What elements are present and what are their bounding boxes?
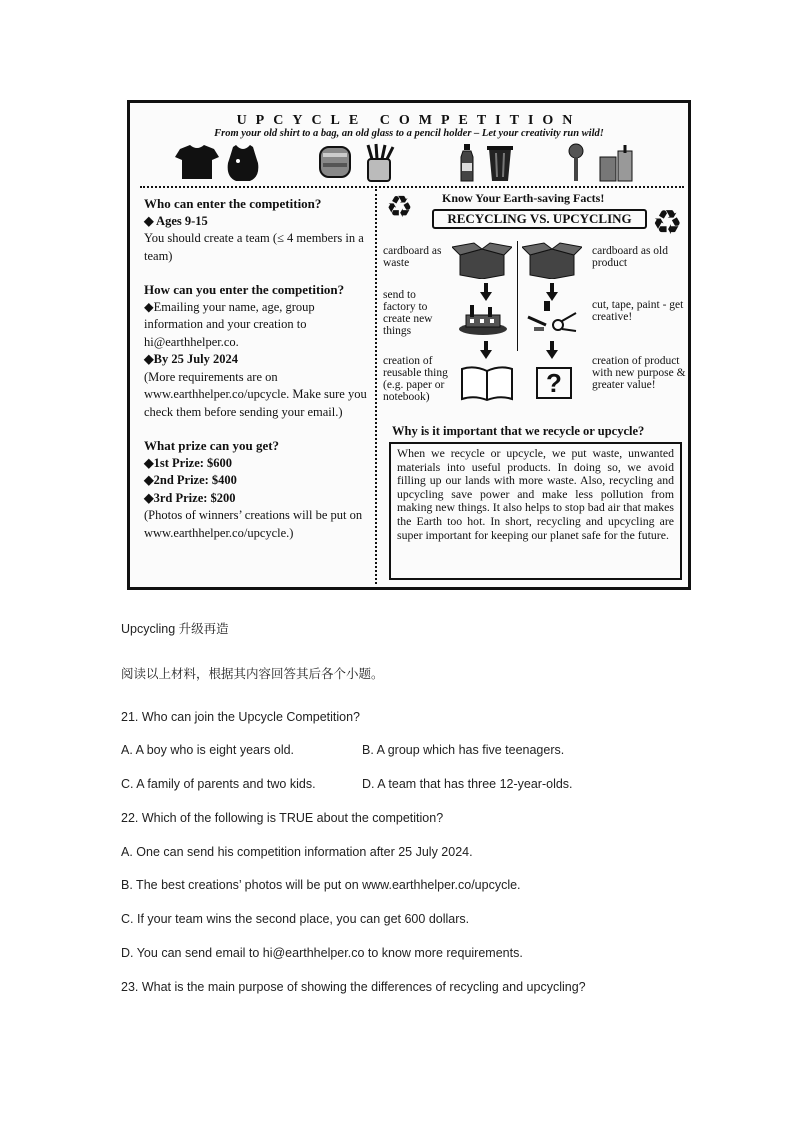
poster-subtitle: From your old shirt to a bag, an old glass to a pencil holder – Let your creativity run wild!	[214, 128, 604, 139]
factory-icon	[458, 303, 508, 335]
first-prize: ◆1st Prize: $600	[144, 455, 233, 470]
q21-option-d: D. A team that has three 12-year-olds.	[362, 777, 573, 791]
who-heading: Who can enter the competition?	[144, 196, 322, 211]
comparison-divider	[517, 241, 518, 351]
how-heading: How can you enter the competition?	[144, 282, 345, 297]
q22-option-d: D. You can send email to hi@earthhelper.co to know more requirements.	[121, 946, 523, 960]
bag-icon	[226, 143, 260, 183]
question-23: 23. What is the main purpose of showing the differences of recycling and upcycling?	[121, 980, 586, 994]
cup-icon	[598, 143, 636, 183]
deadline: ◆By 25 July 2024	[144, 352, 239, 366]
arrow-down-icon	[546, 283, 558, 301]
recycling-vs-upcycling-banner: RECYCLING VS. UPCYCLING	[432, 209, 647, 229]
prize-note: (Photos of winners’ creations will be put on www.earthhelper.co/upcycle.)	[144, 508, 363, 540]
pencil-holder-icon	[362, 143, 396, 183]
email-instruction: ◆Emailing your name, age, group information and your creation to hi@earthhelper.co.	[144, 299, 315, 349]
bin-icon	[486, 143, 514, 183]
q21-option-b: B. A group which has five teenagers.	[362, 743, 565, 757]
instruction: 阅读以上材料，根据其内容回答其后各个小题。	[121, 667, 384, 681]
horizontal-divider	[140, 186, 684, 188]
upcycling-gloss: Upcycling 升级再造	[121, 622, 229, 636]
team-requirement: You should create a team (≤ 4 members in a team)	[144, 231, 364, 263]
cardboard-box-icon	[452, 241, 512, 279]
more-requirements: (More requirements are on www.earthhelper.co/upcycle. Make sure you check them before sending your email.)	[144, 369, 367, 419]
earth-facts	[380, 189, 688, 589]
q21-option-a: A. A boy who is eight years old.	[121, 743, 295, 757]
why-explanation: When we recycle or upcycle, we put waste, unwanted materials into useful products. In doing so, we avoid filling up our lands with more waste. Also, recycling and upcycling save power and make less pollution from making new things. It also helps to stop bad air that makes the Earth too hot. In short, recycling and upcycling are super important for keeping our planet safe for the future.	[389, 442, 682, 580]
upcycle-step-2: cut, tape, paint - get creative!	[592, 299, 684, 323]
why-heading: Why is it important that we recycle or upcycle?	[392, 424, 645, 438]
recycle-step-3: creation of reusable thing (e.g. paper or notebook)	[383, 355, 448, 403]
upcycle-step-1: cardboard as old product	[592, 245, 668, 269]
question-22: 22. Which of the following is TRUE about the competition?	[121, 811, 444, 825]
q22-option-b: B. The best creations’ photos will be put on www.earthhelper.co/upcycle.	[121, 878, 521, 892]
bottle-icon	[458, 143, 476, 183]
facts-title: Know Your Earth-saving Facts!	[442, 191, 605, 205]
recycle-icon: ♻	[386, 191, 413, 224]
age-requirement: ◆ Ages 9-15	[144, 213, 208, 228]
cardboard-box-icon	[522, 241, 582, 279]
arrow-down-icon	[480, 341, 492, 359]
arrow-down-icon	[546, 341, 558, 359]
recycle-icon: ♻	[652, 205, 683, 242]
glass-icon	[318, 143, 352, 181]
question-box: ?	[536, 367, 572, 399]
arrow-down-icon	[480, 283, 492, 301]
spoon-icon	[566, 143, 586, 183]
notebook-icon	[460, 365, 514, 401]
prize-heading: What prize can you get?	[144, 438, 280, 453]
competition-info	[144, 195, 370, 542]
q22-option-c: C. If your team wins the second place, you can get 600 dollars.	[121, 912, 470, 926]
craft-tools-icon	[524, 301, 580, 335]
upcycle-step-3: creation of product with new purpose & greater value!	[592, 355, 686, 391]
q22-option-a: A. One can send his competition information after 25 July 2024.	[121, 845, 473, 859]
upcycle-poster	[127, 100, 691, 590]
poster-title: UPCYCLE COMPETITION	[236, 113, 582, 128]
shirt-icon	[174, 143, 220, 181]
second-prize: ◆2nd Prize: $400	[144, 473, 237, 487]
question-21: 21. Who can join the Upcycle Competition?	[121, 710, 361, 724]
q21-option-c: C. A family of parents and two kids.	[121, 777, 316, 791]
upcycle-items-strip	[130, 143, 688, 183]
third-prize: ◆3rd Prize: $200	[144, 490, 236, 505]
recycle-step-1: cardboard as waste	[383, 245, 442, 269]
vertical-divider	[375, 189, 377, 584]
recycle-step-2: send to factory to create new things	[383, 289, 433, 337]
